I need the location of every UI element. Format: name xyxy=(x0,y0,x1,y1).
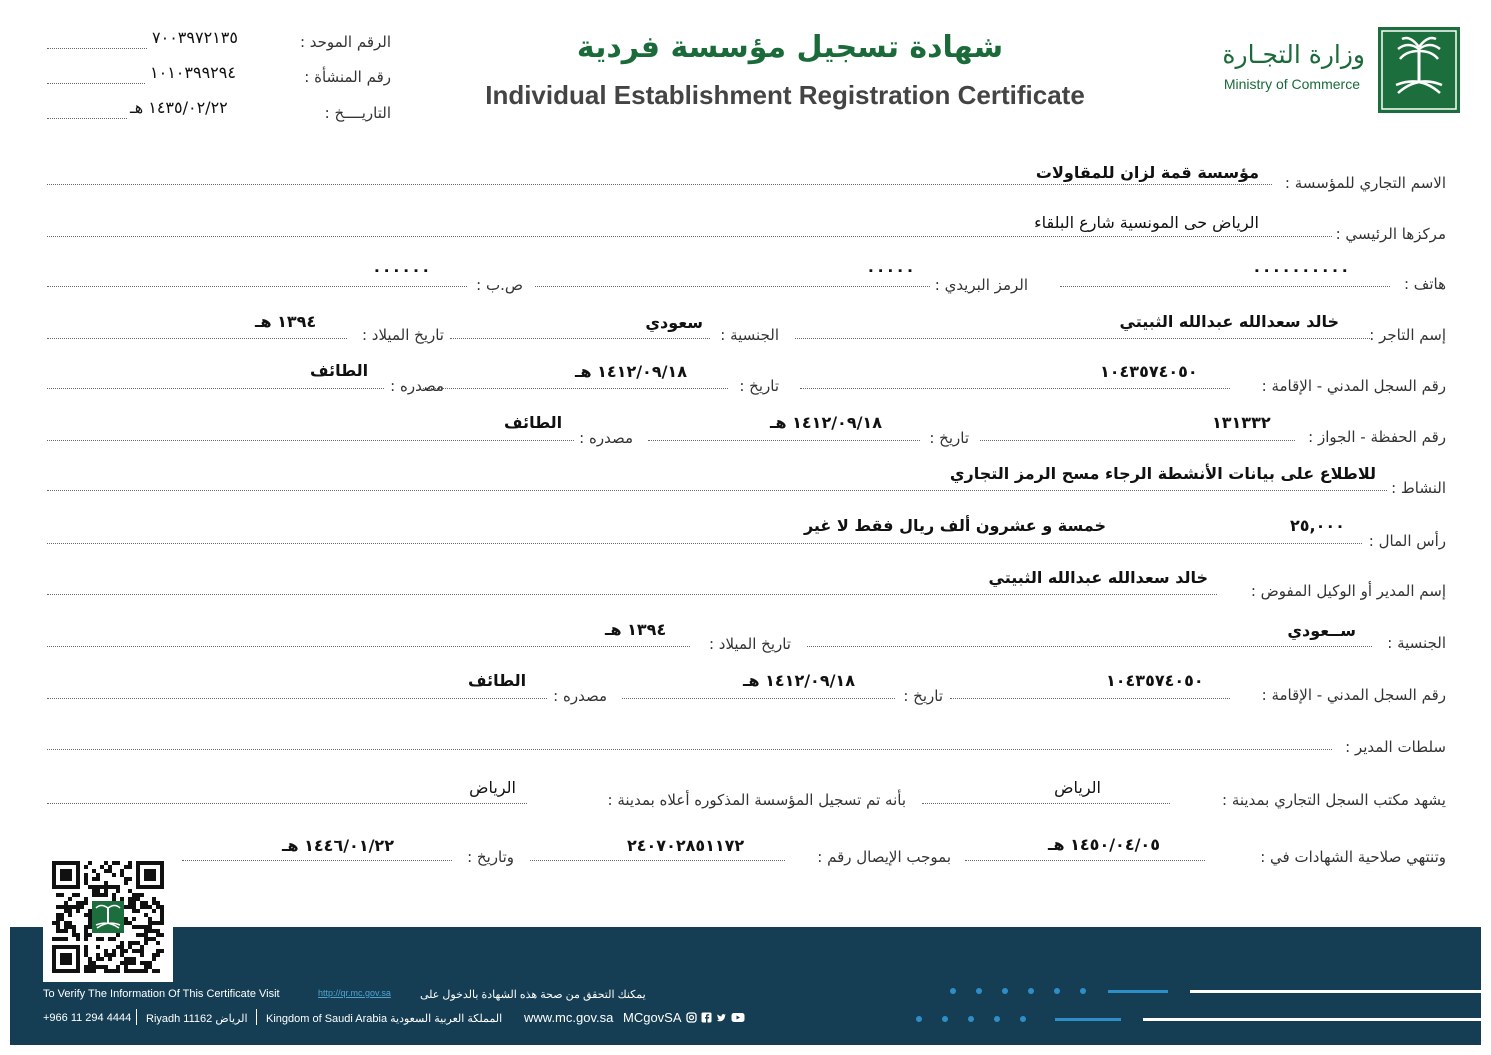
office-label: يشهد مكتب السجل التجاري بمدينة : xyxy=(1222,791,1446,809)
postal-label: الرمز البريدي : xyxy=(934,276,1028,294)
verify-link[interactable]: http://qr.mc.gov.sa xyxy=(318,988,391,998)
decor-dot xyxy=(942,1016,948,1022)
dotted-line xyxy=(47,388,384,389)
expiry-value: ١٤٥٠/٠٤/٠٥ هـ xyxy=(1048,835,1160,854)
powers-label: سلطات المدير : xyxy=(1345,738,1446,756)
decor-dot xyxy=(976,988,982,994)
civil-label: رقم السجل المدني - الإقامة : xyxy=(1261,377,1446,395)
ministry-emblem xyxy=(1378,27,1460,113)
passport-source-label: مصدره : xyxy=(579,429,633,447)
dotted-line xyxy=(423,388,728,389)
ministry-name-ar: وزارة التجـارة xyxy=(1222,40,1365,69)
dotted-line xyxy=(622,698,895,699)
dotted-line xyxy=(47,594,1217,595)
certificate-title-ar: شهادة تسجيل مؤسسة فردية xyxy=(576,30,1004,65)
decor-dot xyxy=(1054,988,1060,994)
activity-value: للاطلاع على بيانات الأنشطة الرجاء مسح الرمز التجاري xyxy=(949,464,1376,483)
phone-value: ٠٠٠٠٠٠٠٠٠٠ xyxy=(1252,260,1350,279)
dotted-line xyxy=(47,236,1332,237)
dotted-line xyxy=(47,490,1387,491)
twitter-icon[interactable] xyxy=(716,1012,727,1023)
dotted-line xyxy=(47,48,147,49)
manager-label: إسم المدير أو الوكيل المفوض : xyxy=(1250,582,1446,600)
trade-name-label: الاسم التجاري للمؤسسة : xyxy=(1284,174,1446,192)
nationality-label: الجنسية : xyxy=(720,326,779,344)
passport-label: رقم الحفظة - الجواز : xyxy=(1308,428,1446,446)
decor-dot xyxy=(1028,988,1034,994)
dotted-line xyxy=(47,803,527,804)
mgr-date-label: تاريخ : xyxy=(903,687,943,705)
dotted-line xyxy=(648,440,920,441)
mgr-civil-value: ١٠٤٣٥٧٤٠٥٠ xyxy=(1106,671,1204,690)
qr-code-graphic xyxy=(43,852,173,982)
capital-value: ٢٥,٠٠٠ xyxy=(1290,516,1345,535)
dotted-line xyxy=(800,388,1230,389)
trade-name-value: مؤسسة قمة لزان للمقاولات xyxy=(1035,163,1259,182)
facebook-icon[interactable] xyxy=(701,1012,712,1023)
decor-dot xyxy=(950,988,956,994)
palm-swords-emblem-icon xyxy=(1378,27,1460,113)
dotted-line xyxy=(530,860,785,861)
dotted-line xyxy=(47,440,574,441)
dotted-line xyxy=(47,646,690,647)
facility-number-value: ١٠١٠٣٩٩٢٩٤ xyxy=(150,63,236,82)
unified-number-value: ٧٠٠٣٩٧٢١٣٥ xyxy=(152,28,238,47)
dotted-line xyxy=(47,184,1272,185)
office-value: الرياض xyxy=(1054,778,1101,797)
footer-separator xyxy=(136,1009,137,1025)
date-value: ١٤٣٥/٠٢/٢٢ هـ xyxy=(130,98,228,117)
pobox-label: ص.ب : xyxy=(476,276,523,294)
merchant-label: إسم التاجر : xyxy=(1369,326,1446,344)
receipt-date-label: وتاريخ : xyxy=(467,848,514,866)
manager-value: خالد سعدالله عبدالله الثبيتي xyxy=(988,568,1208,587)
passport-date-value: ١٤١٢/٠٩/١٨ هـ xyxy=(770,413,882,432)
phone-label: هاتف : xyxy=(1403,275,1446,293)
civil-source-label: مصدره : xyxy=(390,377,444,395)
expiry-label: وتنتهي صلاحية الشهادات في : xyxy=(1260,848,1446,866)
nationality-value: سعودي xyxy=(645,313,703,332)
decor-dot xyxy=(994,1016,1000,1022)
decor-dot xyxy=(1002,988,1008,994)
footer-separator xyxy=(256,1009,257,1025)
footer-country: Kingdom of Saudi Arabia المملكة العربية السعودية xyxy=(266,1013,503,1025)
merchant-value: خالد سعدالله عبدالله الثبيتي xyxy=(1119,312,1339,331)
civil-source-value: الطائف xyxy=(310,361,369,380)
activity-label: النشاط : xyxy=(1391,479,1446,497)
decor-bar xyxy=(1143,1018,1481,1021)
dotted-line xyxy=(1060,286,1390,287)
qr-code-icon[interactable] xyxy=(43,852,173,982)
dotted-line xyxy=(47,698,547,699)
mgr-birth-value: ١٣٩٤ هـ xyxy=(605,620,667,639)
dotted-line xyxy=(47,83,145,84)
decor-dot xyxy=(968,1016,974,1022)
receipt-date-value: ١٤٤٦/٠١/٢٢ هـ xyxy=(282,836,394,855)
verify-text-ar: يمكنك التحقق من صحة هذه الشهادة بالدخول على xyxy=(420,989,646,1001)
verify-text-en: To Verify The Information Of This Certificate Visit xyxy=(43,988,280,1000)
youtube-icon[interactable] xyxy=(731,1012,745,1023)
social-icons xyxy=(686,1012,745,1023)
registered-label: بأنه تم تسجيل المؤسسة المذكوره أعلاه بمدينة : xyxy=(607,791,906,809)
certificate-title-en: Individual Establishment Registration Certificate xyxy=(485,80,1085,110)
decor-dot xyxy=(1020,1016,1026,1022)
mgr-nationality-value: ســعودي xyxy=(1287,621,1356,640)
receipt-label: بموجب الإيصال رقم : xyxy=(817,848,951,866)
footer-city: Riyadh 11162 الرياض xyxy=(146,1013,248,1025)
dotted-line xyxy=(795,338,1370,339)
dotted-line xyxy=(950,698,1230,699)
dotted-line xyxy=(47,749,1332,750)
unified-number-label: الرقم الموحد : xyxy=(299,33,391,51)
birth-label: تاريخ الميلاد : xyxy=(361,326,444,344)
footer-handle: MCgovSA xyxy=(623,1010,682,1025)
civil-value: ١٠٤٣٥٧٤٠٥٠ xyxy=(1100,362,1198,381)
dotted-line xyxy=(450,338,710,339)
passport-value: ١٣١٣٣٢ xyxy=(1212,413,1271,432)
dotted-line xyxy=(965,860,1205,861)
footer-band xyxy=(10,927,1481,1045)
birth-value: ١٣٩٤ هـ xyxy=(255,312,317,331)
hq-label: مركزها الرئيسي : xyxy=(1335,225,1446,243)
instagram-icon[interactable] xyxy=(686,1012,697,1023)
decor-bar xyxy=(1190,990,1481,993)
dotted-line xyxy=(47,118,127,119)
capital-words: خمسة و عشرون ألف ريال فقط لا غير xyxy=(803,516,1106,535)
facility-number-label: رقم المنشأة : xyxy=(304,68,391,86)
passport-date-label: تاريخ : xyxy=(929,429,969,447)
hq-value: الرياض حى المونسية شارع البلقاء xyxy=(1034,213,1259,232)
mgr-source-value: الطائف xyxy=(468,671,527,690)
civil-date-value: ١٤١٢/٠٩/١٨ هـ xyxy=(575,362,687,381)
mgr-birth-label: تاريخ الميلاد : xyxy=(708,635,791,653)
dotted-line xyxy=(922,803,1170,804)
capital-label: رأس المال : xyxy=(1368,532,1446,550)
dotted-line xyxy=(535,286,930,287)
mgr-source-label: مصدره : xyxy=(553,687,607,705)
dotted-line xyxy=(47,338,347,339)
mgr-nationality-label: الجنسية : xyxy=(1387,634,1446,652)
dotted-line xyxy=(47,286,467,287)
dotted-line xyxy=(47,543,1362,544)
footer-phone: +966 11 294 4444 xyxy=(43,1012,132,1024)
date-label: التاريــــخ : xyxy=(324,104,391,122)
receipt-value: ٢٤٠٧٠٢٨٥١١٧٢ xyxy=(627,836,745,855)
passport-source-value: الطائف xyxy=(504,413,563,432)
civil-date-label: تاريخ : xyxy=(739,377,779,395)
decor-dot xyxy=(916,1016,922,1022)
registered-value: الرياض xyxy=(469,778,516,797)
pobox-value: ٠٠٠٠٠٠ xyxy=(372,260,431,279)
dotted-line xyxy=(807,646,1372,647)
mgr-civil-label: رقم السجل المدني - الإقامة : xyxy=(1261,686,1446,704)
ministry-name-en: Ministry of Commerce xyxy=(1223,76,1360,92)
decor-dot xyxy=(1080,988,1086,994)
postal-value: ٠٠٠٠٠ xyxy=(866,260,915,279)
decor-bar xyxy=(1108,990,1168,993)
dotted-line xyxy=(182,860,452,861)
mgr-date-value: ١٤١٢/٠٩/١٨ هـ xyxy=(743,671,855,690)
decor-bar xyxy=(1055,1018,1121,1021)
dotted-line xyxy=(980,440,1295,441)
footer-website[interactable]: www.mc.gov.sa xyxy=(524,1010,614,1025)
